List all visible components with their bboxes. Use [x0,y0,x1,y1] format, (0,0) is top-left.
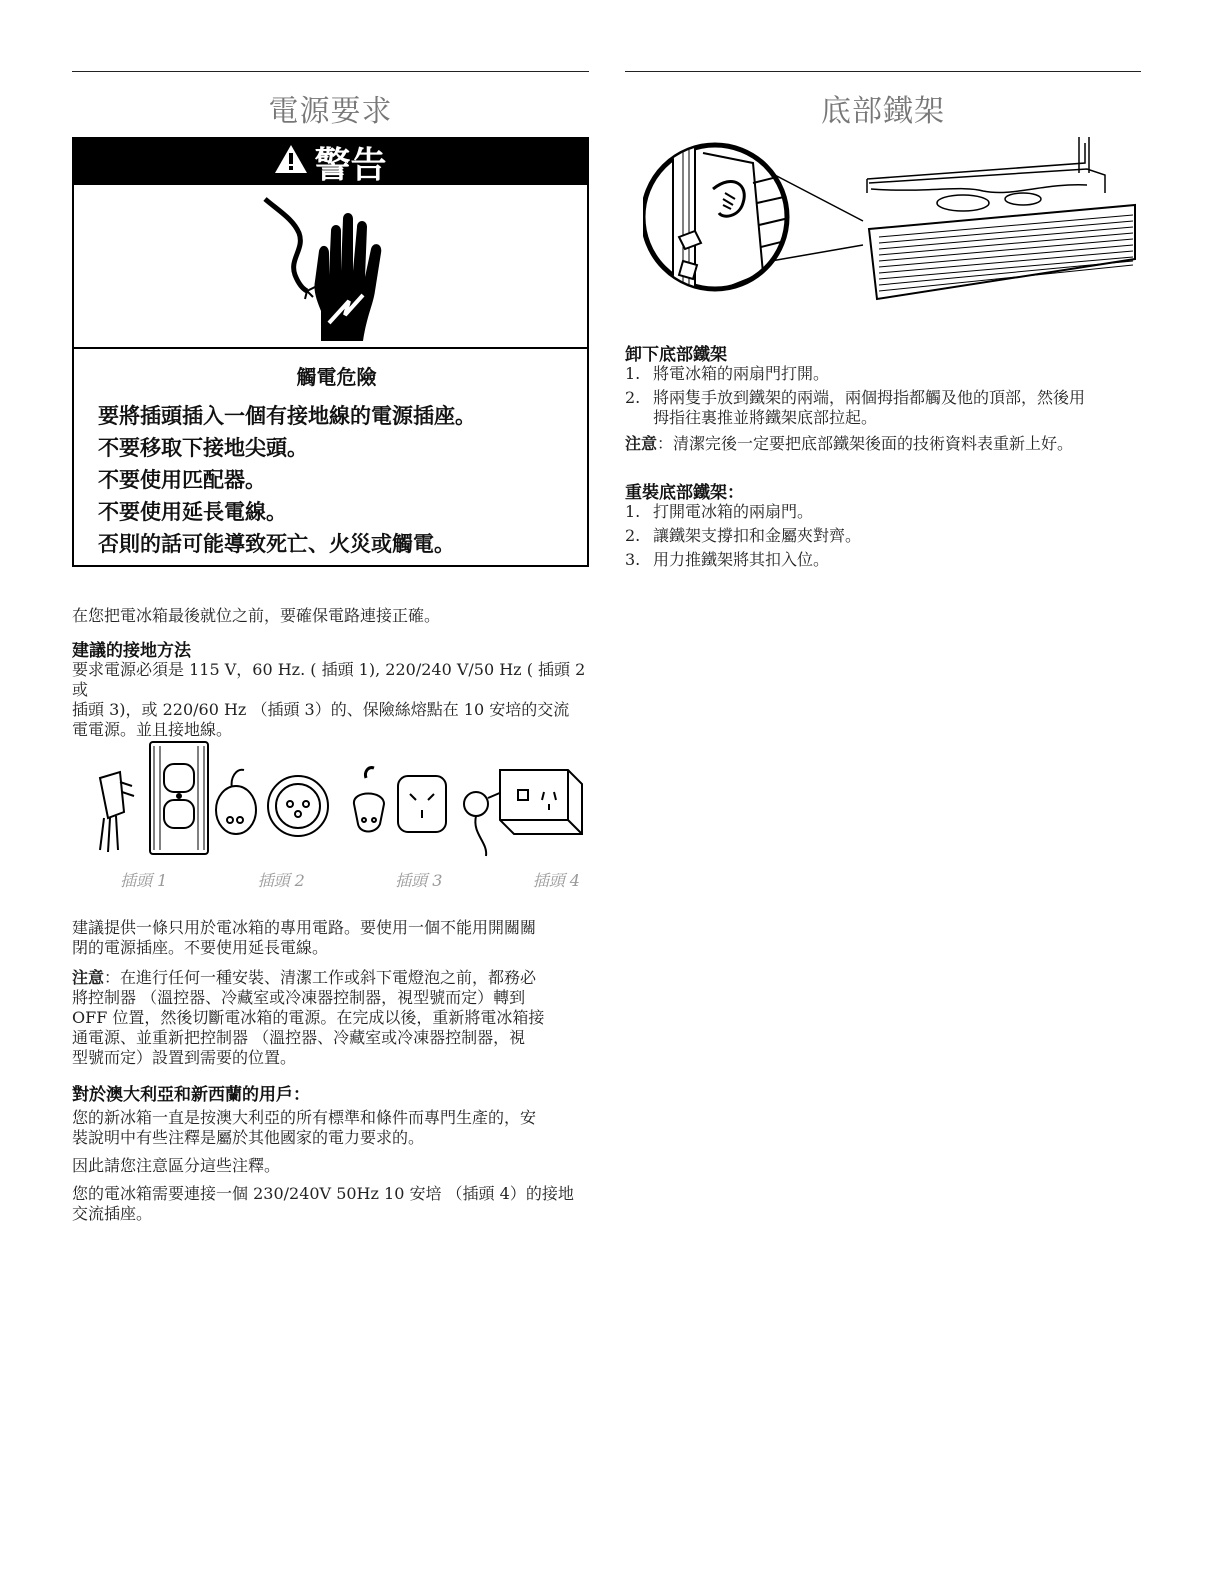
step-line: 將兩隻手放到鐵架的兩端，兩個拇指都觸及他的頂部，然後用 [653,388,1086,407]
australia-paragraph-1 [72,1108,589,1148]
text-line: 通電源、並重新把控制器 （溫控器、冷藏室或冷凍器控制器，視 [72,1028,526,1047]
remove-grille-steps [625,364,1141,432]
replace-grille-steps [625,502,1141,574]
warning-header-label: 警告 [314,143,387,186]
remove-grille-heading: 卸下底部鐵架 [625,345,727,365]
warning-line: 不要使用延長電線。 [98,499,287,524]
plug-label: 插頭 4 [532,871,580,890]
warning-line: 不要使用匹配器。 [98,467,266,492]
note-label: 注意 [625,434,658,453]
dedicated-circuit-paragraph [72,918,589,958]
warning-header [74,139,587,185]
plug-label: 插頭 2 [257,871,305,890]
step-item [625,550,1141,570]
warning-line: 否則的話可能導致死亡、火災或觸電。 [98,531,455,556]
text-line: 您的電冰箱需要連接一個 230/240V 50Hz 10 安培 （插頭 4）的接地 [72,1184,574,1203]
australia-heading: 對於澳大利亞和新西蘭的用戶： [72,1085,310,1105]
text-line: 型號而定）設置到需要的位置。 [72,1048,297,1067]
step-line: 拇指往裏推並將鐵架底部拉起。 [653,408,878,427]
grounding-paragraph [72,660,589,740]
text-line: 建議提供一條只用於電冰箱的專用電路。要使用一個不能用開關關 [72,918,537,937]
text-line: 裝說明中有些注釋是屬於其他國家的電力要求的。 [72,1128,425,1147]
warning-triangle-icon [274,141,308,183]
step-item [625,502,1141,522]
step-line: 讓鐵架支撐扣和金屬夾對齊。 [653,526,862,545]
text-line: 要求電源必須是 115 V，60 Hz. ( 插頭 1), 220/240 V/50 Hz ( 插頭 2 或 [72,660,586,699]
grounding-heading: 建議的接地方法 [72,641,191,661]
shock-hazard-picture [74,185,587,349]
section-title-base-grille: 底部鐵架 [821,94,945,129]
section-title-electrical: 電源要求 [268,94,393,129]
text-line: 插頭 3)，或 220/60 Hz （插頭 3）的、保險絲熔點在 10 安培的交流 [72,700,570,719]
refrigerator-base-grille [867,137,1135,299]
text-line: ：在進行任何一種安裝、清潔工作或斜下電燈泡之前，都務必 [104,968,537,987]
step-line: 將電冰箱的兩扇門打開。 [653,364,830,383]
plug-label: 插頭 1 [120,871,168,890]
top-rule-right [625,71,1141,72]
text-line: 將控制器 （溫控器、冷藏室或冷凍器控制器，視型號而定）轉到 [72,988,526,1007]
text-line: 閉的電源插座。不要使用延長電線。 [72,938,329,957]
warning-text [98,361,575,560]
plug-2-illustration [216,770,328,836]
plug-types-figure [84,738,589,860]
intro-paragraph: 在您把電冰箱最後就位之前，要確保電路連接正確。 [72,606,441,625]
australia-paragraph-2: 因此請您注意區分這些注釋。 [72,1156,281,1175]
replace-grille-heading: 重裝底部鐵架： [625,483,744,503]
text-line: 交流插座。 [72,1204,153,1223]
step-line: 用力推鐵架將其扣入位。 [653,550,830,569]
step-number: 2. [625,526,641,545]
plug-3-illustration [354,768,446,832]
warning-line: 要將插頭插入一個有接地線的電源插座。 [98,403,476,428]
step-number: 1. [625,364,641,383]
warning-line: 不要移取下接地尖頭。 [98,435,308,460]
top-rule-left [72,71,589,72]
text-line: 電電源。並且接地線。 [72,720,233,739]
base-grille-illustration [643,133,1141,311]
step-number: 2. [625,388,641,407]
note-paragraph [72,968,589,1068]
plug-label: 插頭 3 [395,871,443,890]
step-item [625,526,1141,546]
text-line: OFF 位置，然後切斷電冰箱的電源。在完成以後，重新將電冰箱接 [72,1008,545,1027]
plug-labels [120,868,580,891]
hazard-title: 觸電危險 [296,365,377,389]
magnified-clip-detail [643,133,793,311]
step-line: 打開電冰箱的兩扇門。 [653,502,814,521]
warning-box [72,137,589,567]
electric-shock-hand-icon [259,191,399,341]
australia-paragraph-3 [72,1184,589,1224]
grille-note [625,434,1141,454]
note-text: ：清潔完後一定要把底部鐵架後面的技術資料表重新上好。 [657,434,1074,453]
step-item [625,364,1141,384]
note-label: 注意 [72,968,105,987]
text-line: 您的新冰箱一直是按澳大利亞的所有標準和條件而專門生產的，安 [72,1108,537,1127]
plug-1-illustration [100,742,208,854]
step-item [625,388,1141,428]
step-number: 3. [625,550,641,569]
plug-4-illustration [464,770,582,856]
step-number: 1. [625,502,641,521]
